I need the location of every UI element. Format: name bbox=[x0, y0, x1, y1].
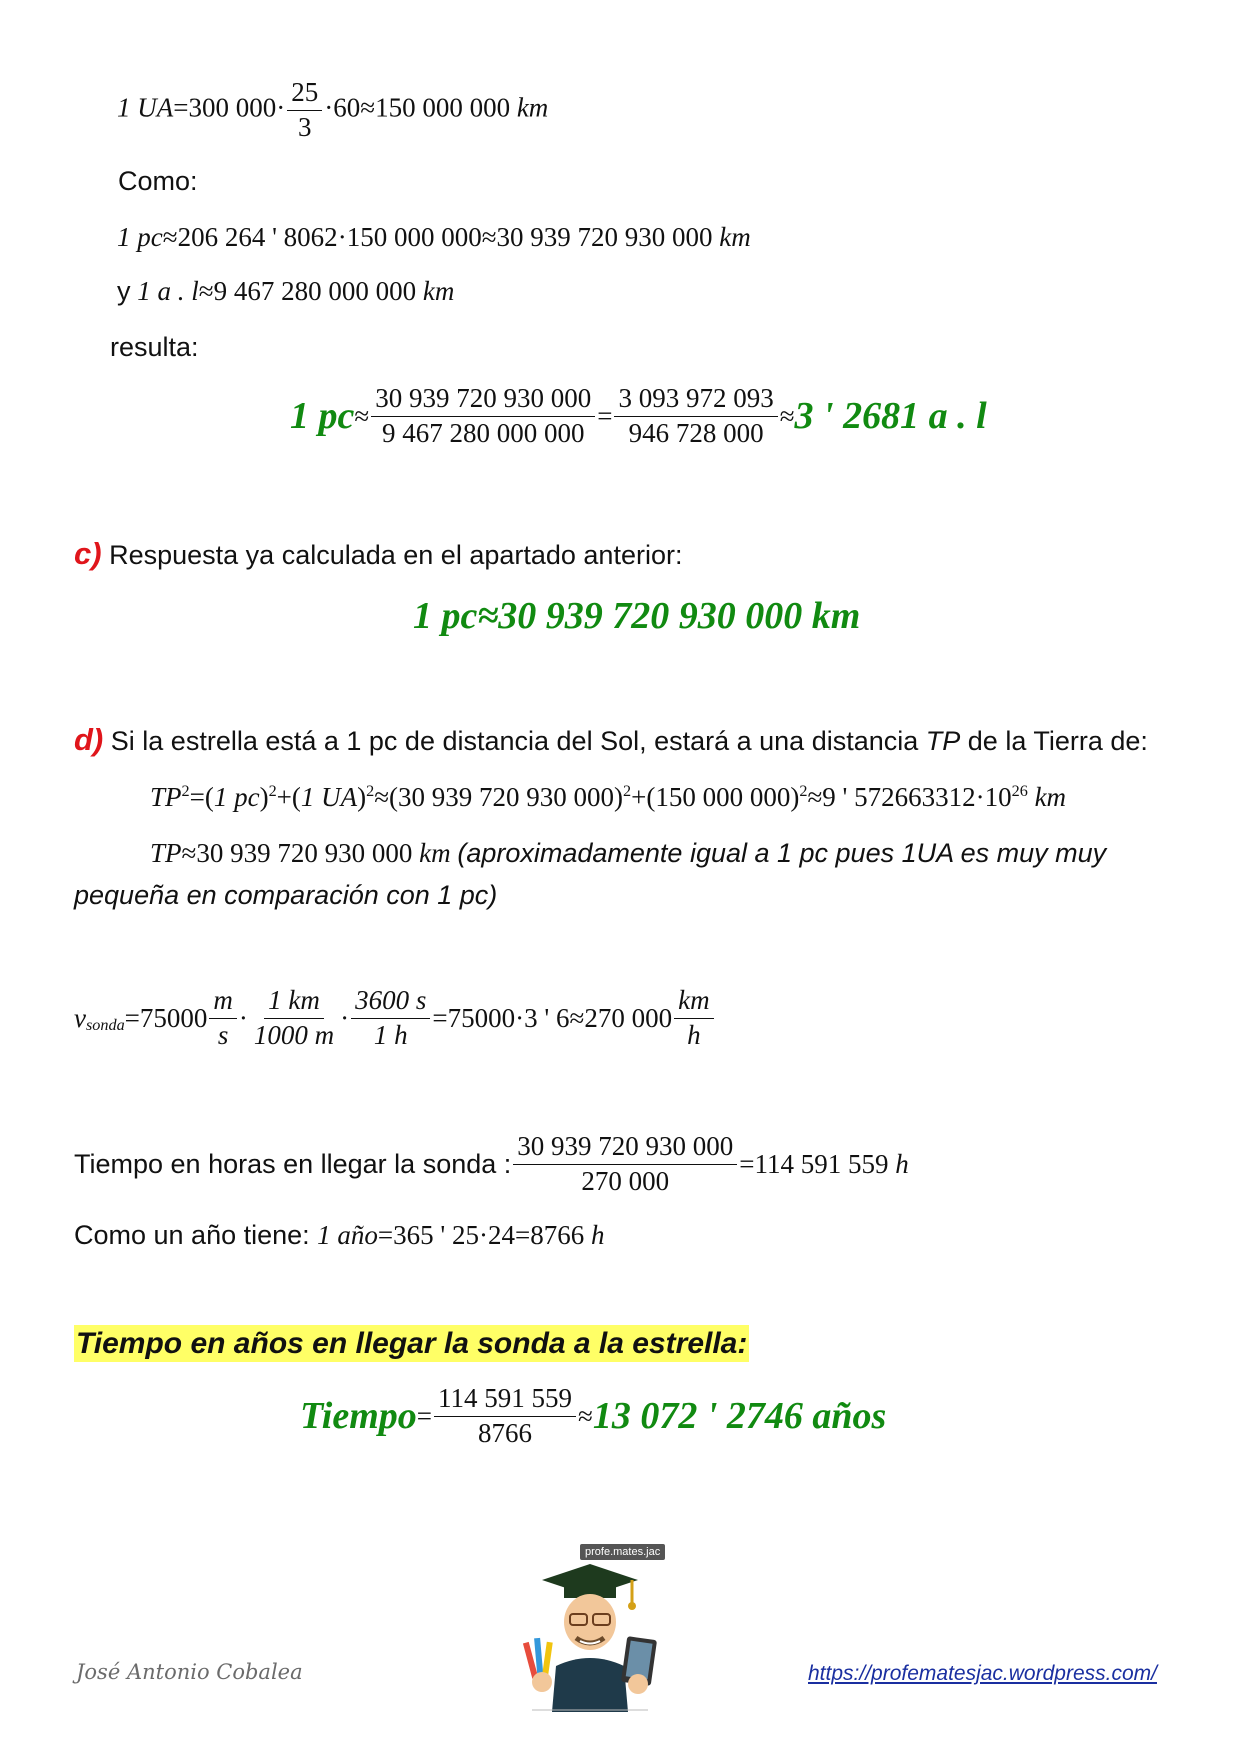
ua-fraction bbox=[287, 78, 322, 142]
tiempo-horas-unit: h bbox=[895, 1148, 909, 1179]
al-lhs: 1 a . l bbox=[137, 276, 199, 306]
velocity-b: 75000·3 ' 6 bbox=[447, 1002, 570, 1033]
tiempo-final-frac bbox=[434, 1384, 576, 1448]
pc-result-frac2 bbox=[614, 384, 777, 448]
section-d-label: d) bbox=[74, 722, 104, 757]
eq1-lhs: TP bbox=[150, 782, 182, 812]
pc-result-frac1 bbox=[371, 384, 595, 448]
eq1-unit: km bbox=[1034, 782, 1067, 812]
ano-rhs: 365 ' 25·24 bbox=[393, 1220, 516, 1250]
tiempo-horas-rhs: 114 591 559 bbox=[754, 1148, 889, 1179]
pc-a: 206 264 ' 8062 bbox=[177, 222, 338, 252]
section-c-result: 1 pc≈30 939 720 930 000 km bbox=[413, 595, 861, 637]
logo-badge: profe.mates.jac bbox=[580, 1544, 665, 1560]
velocity-sub: sonda bbox=[85, 1015, 125, 1034]
pc-result-rhs: 3 ' 2681 a . l bbox=[794, 395, 987, 438]
tiempo-horas-num: 30 939 720 930 000 bbox=[513, 1132, 737, 1165]
pc-rhs: 30 939 720 930 000 bbox=[496, 222, 713, 252]
eq1-t3: 30 939 720 930 000 bbox=[398, 782, 615, 812]
al-unit: km bbox=[422, 276, 455, 306]
al-equation: y 1 a . l≈9 467 280 000 000 km bbox=[117, 276, 455, 306]
eq1-rhs: 9 ' 572663312·10 bbox=[822, 782, 1012, 812]
tiempo-horas-text: Tiempo en horas en llegar la sonda : bbox=[74, 1148, 512, 1179]
tiempo-final-num: 114 591 559 bbox=[434, 1384, 576, 1417]
pc-result-n1: 30 939 720 930 000 bbox=[371, 384, 595, 417]
section-d-text-b: de la Tierra de: bbox=[960, 726, 1148, 756]
tp-squared-equation: $TP^2=(1$ pc)$^2$+(1 UA)$^2$≈(30 939 720 930 000)$^2$+(150 000 000)$^2$≈9 ' $572663312\cdot 10^{26}$ km bbox=[150, 782, 1067, 812]
velocity-a: 75000 bbox=[139, 1002, 208, 1033]
velocity-f2d: 1000 m bbox=[253, 1019, 335, 1050]
pc-unit: km bbox=[719, 222, 751, 252]
velocity-v: v bbox=[74, 1002, 86, 1033]
ua-den: 3 bbox=[297, 111, 312, 142]
velocity-f3d: 1 h bbox=[373, 1019, 408, 1050]
velocity-frac4 bbox=[674, 986, 713, 1050]
como-label: Como: bbox=[118, 166, 198, 196]
velocity-f3n: 3600 s bbox=[351, 986, 430, 1019]
ua-equation: 1 UA=300 000· $\frac{25}{3}$ ·60≈150 000 000 km bbox=[117, 77, 549, 142]
footer-link-wrap bbox=[808, 1662, 1157, 1686]
teacher-avatar-icon bbox=[512, 1544, 668, 1712]
ua-rhs: 150 000 000 bbox=[375, 92, 511, 123]
eq1-t1: 1 pc bbox=[213, 782, 260, 812]
section-d bbox=[74, 722, 1148, 758]
eq1-t4: 150 000 000 bbox=[655, 782, 791, 812]
velocity-f2n: 1 km bbox=[264, 986, 324, 1019]
velocity-frac3 bbox=[351, 986, 430, 1050]
velocity-equation: v $_{sonda}$ = 75000 $\frac{m}{s}$ · $\frac{1 km}{1000 m}$ · $\frac{3600 s}{1 h}$ = 75000·3 ' 6 ≈ 270 000 $\frac{km}{h}$ bbox=[74, 986, 716, 1050]
section-c-label: c) bbox=[74, 536, 102, 571]
tiempo-horas-line: Tiempo en horas en llegar la sonda : $\frac{30 939 720 930 000}{270 000}$ =114 591 559 h bbox=[74, 1131, 909, 1196]
ano-line: Como un año tiene: 1 año=365 ' 25·24=8766 h bbox=[74, 1220, 605, 1250]
velocity-frac2 bbox=[250, 986, 338, 1050]
ano-unit: h bbox=[591, 1220, 605, 1250]
tiempo-heading-text: Tiempo en años en llegar la sonda a la estrella: bbox=[76, 1327, 748, 1360]
al-rhs: 9 467 280 000 000 bbox=[213, 276, 417, 306]
eq2-note-a: (aproximadamente igual a 1 pc pues 1UA es muy muy bbox=[457, 838, 1107, 868]
velocity-f1d: s bbox=[217, 1019, 229, 1050]
ua-lhs: 1 UA bbox=[117, 92, 174, 123]
tiempo-final-lhs: Tiempo bbox=[300, 1395, 417, 1438]
ua-unit: km bbox=[516, 92, 549, 123]
tiempo-final-den: 8766 bbox=[478, 1417, 533, 1448]
pc-b: 150 000 000 bbox=[346, 222, 482, 252]
pc-result: 1 pc ≈ $\frac{30 939 720 930 000}{9 467 280 000 000}$ = $\frac{3 093 972 093}{946 728 000}$ ≈ 3 ' 2681 a . l bbox=[290, 383, 987, 448]
eq1-t2: 1 UA bbox=[300, 782, 358, 812]
eq1-exp: 26 bbox=[1011, 782, 1028, 800]
tiempo-final-rhs: 13 072 ' 2746 años bbox=[592, 1395, 887, 1438]
velocity-frac1 bbox=[209, 986, 237, 1050]
pc-result-lhs: 1 pc bbox=[290, 395, 355, 438]
ua-num: 25 bbox=[287, 78, 322, 111]
profe-logo bbox=[512, 1544, 668, 1712]
tiempo-horas-frac bbox=[513, 1132, 737, 1196]
velocity-c: 270 000 bbox=[584, 1002, 673, 1033]
section-c-text: Respuesta ya calculada en el apartado anterior: bbox=[109, 540, 683, 570]
author-signature: José Antonio Cobalea bbox=[76, 1660, 303, 1684]
tiempo-horas-den: 270 000 bbox=[581, 1165, 670, 1196]
pc-lhs: 1 pc bbox=[117, 222, 163, 252]
eq2-note-b: pequeña en comparación con 1 pc) bbox=[74, 880, 498, 910]
pc-result-d2: 946 728 000 bbox=[628, 417, 764, 448]
ano-res: 8766 bbox=[530, 1220, 585, 1250]
tiempo-heading bbox=[74, 1327, 749, 1361]
ua-b: 60 bbox=[333, 92, 361, 123]
velocity-f4n: km bbox=[674, 986, 713, 1019]
resulta-label: resulta: bbox=[110, 332, 199, 362]
eq2-unit: km bbox=[419, 838, 451, 868]
ano-text: Como un año tiene: bbox=[74, 1220, 318, 1250]
section-c bbox=[74, 536, 682, 572]
ano-lhs: 1 año bbox=[317, 1220, 378, 1250]
tiempo-final: Tiempo = $\frac{114 591 559}{8766}$ ≈ 13 072 ' 2746 años bbox=[300, 1383, 887, 1448]
website-link[interactable]: https://profematesjac.wordpress.com/ bbox=[808, 1662, 1157, 1685]
pc-equation: 1 pc≈206 264 ' 8062·150 000 000≈30 939 720 930 000 km bbox=[117, 222, 751, 252]
eq2-lhs: TP bbox=[150, 838, 182, 868]
ua-a: 300 000 bbox=[188, 92, 277, 123]
pc-result-n2: 3 093 972 093 bbox=[614, 384, 777, 417]
tp-equation: TP≈30 939 720 930 000 km (aproximadamente igual a 1 pc pues 1UA es muy muy bbox=[150, 838, 1107, 868]
velocity-f4d: h bbox=[687, 1019, 701, 1050]
section-d-text-a: Si la estrella está a 1 pc de distancia del Sol, estará a una distancia bbox=[110, 726, 926, 756]
pc-result-d1: 9 467 280 000 000 bbox=[381, 417, 585, 448]
al-prefix: y bbox=[117, 276, 131, 306]
section-d-tp: TP bbox=[925, 726, 961, 756]
velocity-f1n: m bbox=[209, 986, 237, 1019]
eq2-rhs: 30 939 720 930 000 bbox=[196, 838, 413, 868]
